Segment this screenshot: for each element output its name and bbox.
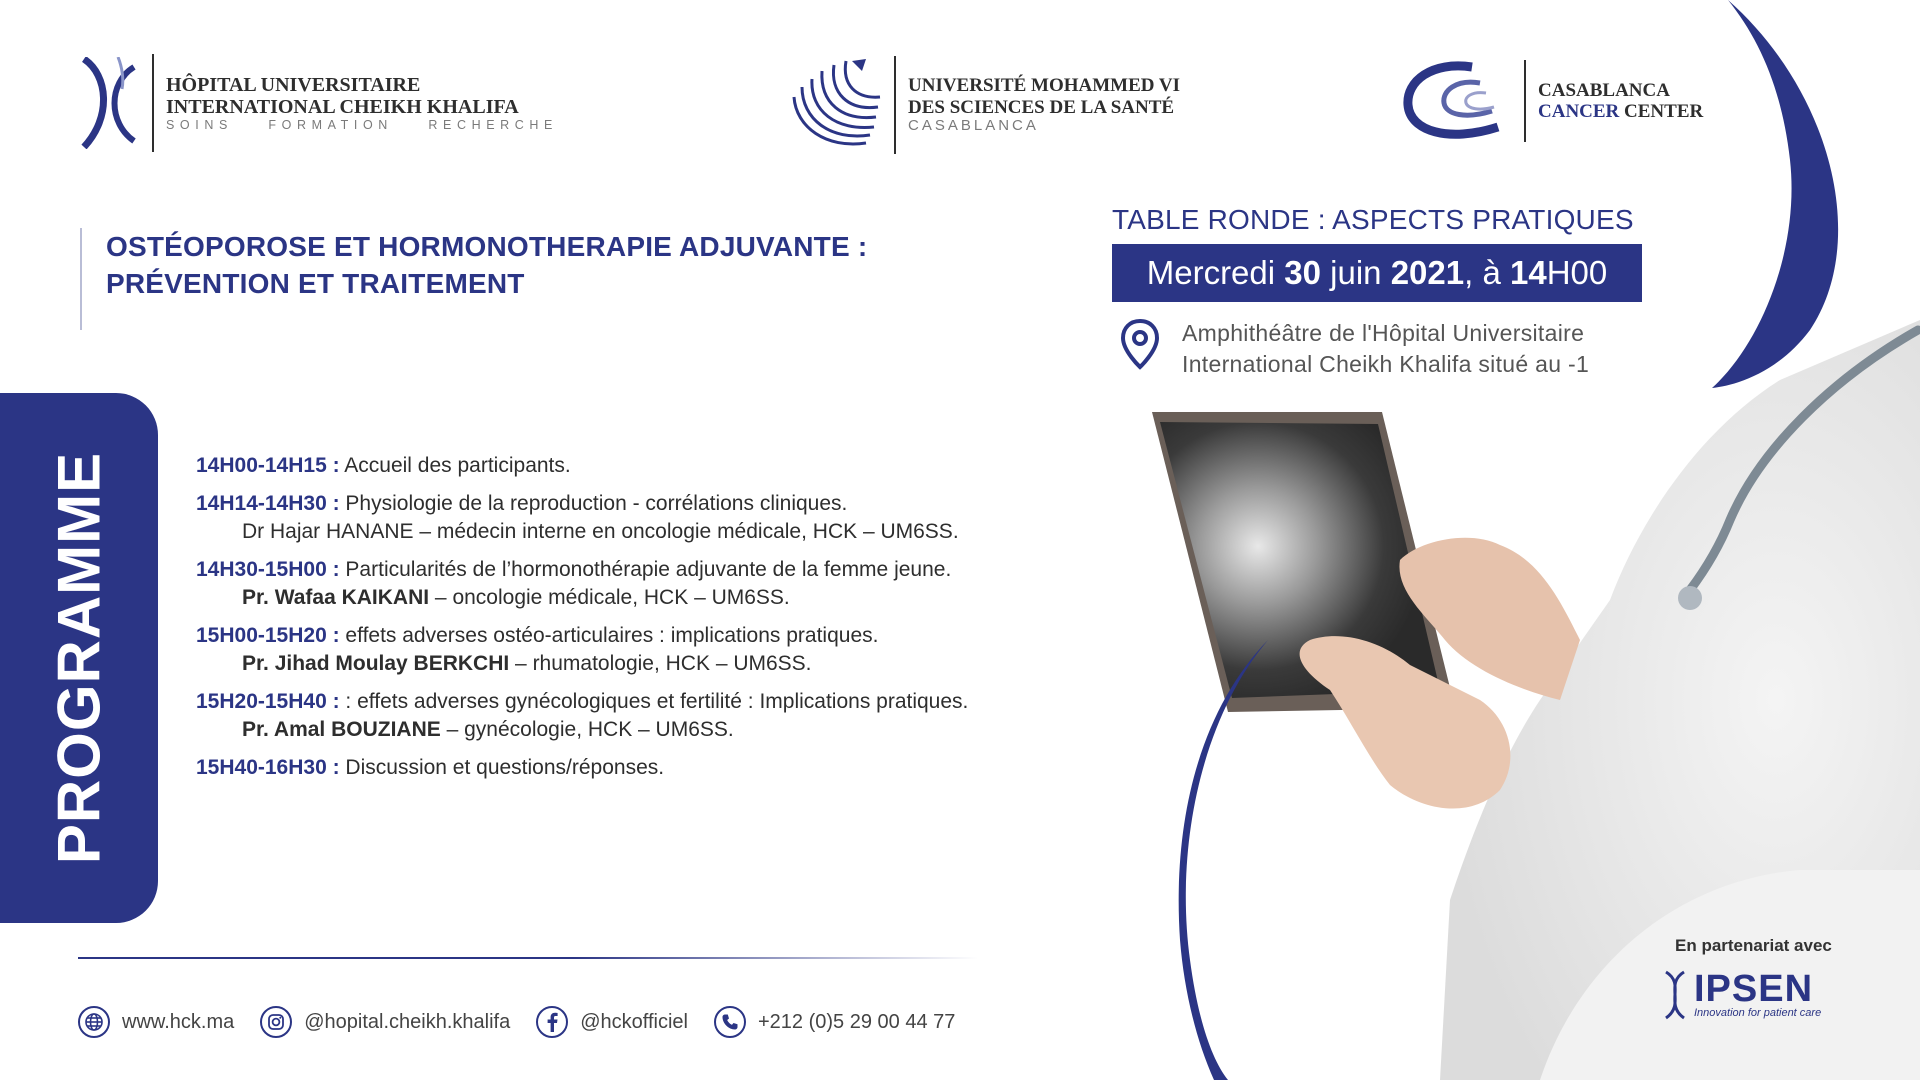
item-topic: Particularités de l’hormonothérapie adjuvante de la femme jeune. (339, 558, 952, 581)
item-time: 14H14-14H30 : (196, 492, 340, 515)
facebook-icon (536, 1006, 568, 1038)
hck-tag-formation: FORMATION (268, 118, 393, 133)
ipsen-tagline: Innovation for patient care (1694, 1007, 1822, 1019)
hck-logo (78, 54, 558, 152)
date-year: 2021 (1390, 254, 1465, 291)
phone-icon (714, 1006, 746, 1038)
ipsen-name: IPSEN (1694, 968, 1814, 1010)
phone-number[interactable]: +212 (0)5 29 00 44 77 (758, 1010, 956, 1033)
item-speaker: Pr. Jihad Moulay BERKCHI (242, 652, 510, 675)
hck-emblem-icon (78, 57, 140, 149)
date-separator: , à (1464, 254, 1510, 291)
location-line1: Amphithéâtre de l'Hôpital Universitaire (1182, 320, 1585, 346)
facebook-handle[interactable]: @hckofficiel (580, 1010, 688, 1033)
website-link[interactable]: www.hck.ma (122, 1010, 235, 1033)
list-item (196, 490, 1156, 546)
um6ss-emblem-icon (786, 57, 882, 153)
list-item (196, 754, 1156, 782)
item-topic: effets adverses ostéo-articulaires : implications pratiques. (339, 624, 879, 647)
session-type: TABLE RONDE : ASPECTS PRATIQUES (1112, 204, 1634, 235)
contact-instagram[interactable] (260, 1006, 510, 1038)
item-role: – médecin interne en oncologie médicale, HCK – UM6SS. (413, 520, 959, 543)
top-right-arc (1712, 0, 1838, 388)
list-item (196, 622, 1156, 678)
globe-icon (78, 1006, 110, 1038)
item-time: 14H30-15H00 : (196, 558, 340, 581)
item-time: 15H00-15H20 : (196, 624, 340, 647)
item-speaker: Pr. Amal BOUZIANE (242, 718, 441, 741)
item-time: 15H20-15H40 : (196, 690, 340, 713)
um6ss-city: CASABLANCA (908, 116, 1039, 134)
um6ss-name-line1: UNIVERSITÉ MOHAMMED VI (908, 75, 1181, 97)
footer-divider (78, 957, 978, 959)
event-location (1120, 318, 1589, 380)
contact-bar (78, 1006, 981, 1038)
item-topic: : effets adverses gynécologiques et fertilité : Implications pratiques. (339, 690, 969, 713)
date-day: 30 (1284, 254, 1321, 291)
item-speaker: Dr Hajar HANANE (242, 520, 414, 543)
hck-tag-recherche: RECHERCHE (428, 118, 558, 133)
ipsen-helix-icon (1660, 970, 1690, 1020)
time-hour: 14 (1509, 254, 1547, 291)
contact-facebook[interactable] (536, 1006, 688, 1038)
item-role: – gynécologie, HCK – UM6SS. (440, 718, 734, 741)
um6ss-logo (786, 56, 1180, 154)
casablanca-cancer-center-logo (1402, 60, 1703, 142)
hck-name-line2: INTERNATIONAL CHEIKH KHALIFA (166, 96, 519, 118)
date-month: juin (1320, 254, 1391, 291)
ccc-emblem-icon (1402, 61, 1512, 141)
item-time: 14H00-14H15 : (196, 454, 340, 477)
item-role: – oncologie médicale, HCK – UM6SS. (429, 586, 790, 609)
item-topic: Accueil des participants. (339, 454, 571, 477)
ccc-name-center: CENTER (1619, 101, 1704, 122)
programme-tab (0, 393, 158, 923)
date-banner (1112, 244, 1642, 302)
list-item (196, 556, 1156, 612)
ccc-name-cancer: CANCER (1538, 101, 1620, 122)
item-speaker: Pr. Wafaa KAIKANI (242, 586, 430, 609)
location-pin-icon (1120, 318, 1160, 370)
contact-phone[interactable] (714, 1006, 955, 1038)
contact-website[interactable] (78, 1006, 234, 1038)
item-role: – rhumatologie, HCK – UM6SS. (509, 652, 812, 675)
um6ss-name-line2: DES SCIENCES DE LA SANTÉ (908, 96, 1175, 118)
title-line2: PRÉVENTION ET TRAITEMENT (106, 268, 525, 299)
list-item (196, 452, 1156, 480)
location-line2: International Cheikh Khalifa situé au -1 (1182, 351, 1590, 377)
instagram-icon (260, 1006, 292, 1038)
hck-tag-soins: SOINS (166, 118, 233, 133)
programme-list (196, 452, 1156, 792)
list-item (196, 688, 1156, 744)
time-minutes: H00 (1546, 254, 1608, 291)
programme-label: PROGRAMME (45, 451, 113, 865)
item-topic: Discussion et questions/réponses. (339, 756, 665, 779)
event-title (80, 228, 867, 330)
instagram-handle[interactable]: @hopital.cheikh.khalifa (304, 1010, 511, 1033)
item-time: 15H40-16H30 : (196, 756, 340, 779)
ccc-name-line1: CASABLANCA (1538, 79, 1670, 101)
partner-label: En partenariat avec (1675, 936, 1832, 955)
hck-name-line1: HÔPITAL UNIVERSITAIRE (166, 73, 421, 96)
ipsen-logo (1660, 970, 1821, 1020)
item-topic: Physiologie de la reproduction - corrélations cliniques. (339, 492, 848, 515)
date-prefix: Mercredi (1146, 254, 1285, 291)
title-line1: OSTÉOPOROSE ET HORMONOTHERAPIE ADJUVANTE : (106, 231, 868, 262)
